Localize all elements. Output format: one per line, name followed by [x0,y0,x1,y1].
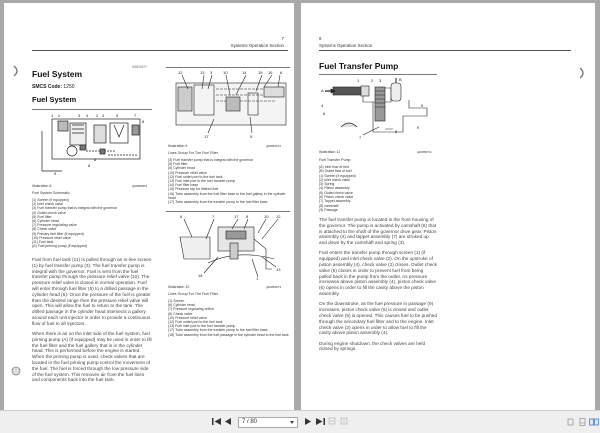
binder-hole-icon [11,65,21,77]
smcs-value: 1250 [63,84,75,90]
legend-item: (9) Primary fuel filter (if equipped) [32,231,84,236]
illustration-10-label: Illustration 10 [168,285,190,289]
svg-text:5: 5 [116,113,119,118]
legend-item: (10) Pressure relief valve [32,235,71,240]
svg-text:B: B [399,77,402,82]
illustration-10-code: g00959073 [266,285,282,289]
svg-text:7: 7 [212,214,215,219]
svg-text:A: A [321,88,324,93]
svg-text:6: 6 [323,111,326,116]
two-page-icon [589,418,599,426]
legend-item: (1) Screen [168,299,185,303]
legend-item: (B) Outlet flow of fuel [319,169,352,174]
paragraph: The fuel transfer pump is located in the front housing of the governor. The pump is activated by camshaft (8) that is attached to the shaft of the governor drive gear. Piston assembly (4) and tappet assembly (7) are stroked up and down by the camshaft and spring (3). [319,217,437,246]
svg-text:3: 3 [379,78,382,83]
legend-item: (10) Pressure relief valve [168,170,207,175]
svg-text:4: 4 [321,103,324,108]
body-text [319,217,437,357]
legend-item: (15) Pressure tap for filtered fuel [168,187,219,192]
document-page-8[interactable] [301,3,595,410]
legend-item: (8) camshaft [319,203,339,208]
fuel-filter-lines-figure [168,69,290,139]
last-page-icon [316,418,325,425]
legend-item: (8) Check valve [168,311,193,316]
legend-item: (6) Cylinder head [168,303,195,308]
svg-text:4: 4 [102,113,105,118]
illustration-8-legend [32,198,152,248]
legend-item: (5) Outlet check valve [319,190,353,195]
binder-hole-icon [11,365,21,377]
svg-text:1: 1 [357,78,360,83]
svg-text:10: 10 [264,214,269,219]
illustration-11-title: Fuel Transfer Pump [319,158,351,162]
svg-text:16: 16 [268,70,273,75]
fuel-system-schematic-figure [38,111,152,179]
svg-text:6: 6 [280,70,283,75]
viewer-toolbar [0,410,600,433]
page-number: 8 [319,36,322,41]
page-number-input[interactable] [238,417,298,428]
legend-item: (17) Tube assembly from the transfer pump to the fuel filter base [168,328,268,333]
illustration-9-label: Illustration 9 [168,144,188,148]
svg-text:9: 9 [417,125,420,130]
svg-text:13: 13 [200,70,205,75]
page-title: Fuel System [32,69,83,79]
binder-hole-icon [577,67,587,79]
illustration-8-title: Fuel System Schematic [32,191,70,195]
svg-text:6: 6 [180,214,183,219]
svg-text:14: 14 [242,70,247,75]
legend-item: (6) Piston check valve [319,195,354,200]
legend-item: (13) Fuel inlet port to the fuel transfer pump [168,324,236,329]
paragraph: On the downstroke, as the fuel pressure in passage (9) increases, piston check valve (6) is closed and outlet check valve (5) is opened. This causes fuel to be pushed through the secondary fuel filter and to the engine. Inlet check valve (2) opens in order to allow fuel to fill the cavity above piston assembly (4). [319,301,437,336]
illustration-9-code: g00959072 [266,144,282,148]
legend-item: (2) Inlet check valve [32,202,64,207]
legend-item: (12) Fuel outlet port to the fuel tank [168,320,223,325]
next-page-button[interactable] [302,418,314,427]
legend-item: (18) Tube assembly from the fuel passage in the cylinder head to the fuel tank [168,332,289,337]
svg-text:8: 8 [246,214,249,219]
svg-text:1: 1 [256,276,259,281]
illustration-9-title: Lines Group For The Fuel Filter [168,151,219,155]
svg-text:7: 7 [359,135,362,140]
legend-item: (3) Fuel transfer pump that is integral with the governor [32,206,118,211]
legend-item: (5) Fuel filter [168,162,188,167]
svg-text:5: 5 [421,103,424,108]
legend-item: (1) Screen (if equipped) [32,198,69,202]
illustration-8-code: g00958903 [132,184,148,188]
two-page-view-button[interactable] [589,417,599,427]
body-text [32,257,152,388]
illustration-11-code: g00958711 [417,150,432,154]
legend-item: (16) Tube assembly from the fuel filter base to the fuel gallery in the cylinder head [168,191,286,200]
header-rule [32,50,288,51]
illustration-10-title: Lines Group For The Fuel Filter [168,292,219,296]
svg-text:10: 10 [223,70,228,75]
single-page-icon [567,418,574,426]
go-forward-button[interactable] [338,417,350,427]
legend-item: (7) Pressure regulating orifice [168,307,214,312]
paragraph: Fuel from fuel tank (11) is pulled through an in-line screen (1) by fuel transfer pump (3). The fuel transfer pump is integral with the governor. Fuel is sent from the fuel transfer pump through the pressure relief valve (10). The pressure relief valve is closed in normal operation. Fuel will enter through fuel filter (5) to a drilled passage in the cylinder head (6). Once the pressure of the fuel is greater than the desired range then the pressure relief valve will open. This will allow the fuel to return to the tank. The drilled passage in the cylinder head intersects a gallery around each unit injector in order to provide a continuous flow of fuel to all injectors. [32,257,152,326]
legend-item: (4) Piston assembly [319,186,350,191]
legend-item: (12) Fuel outlet port to the fuel tank [168,174,223,179]
svg-text:7: 7 [134,113,137,118]
legend-item: (1) Screen (if equipped) [319,173,356,178]
previous-page-button[interactable] [222,418,234,427]
previous-page-icon [225,418,231,425]
svg-text:2: 2 [58,113,61,118]
svg-text:8: 8 [88,163,91,168]
divider [166,211,290,212]
illustration-8-label: Illustration 8 [32,184,52,188]
legend-item: (A) Fuel priming pump (if equipped) [32,244,88,249]
legend-item: (2) Inlet check valve [319,177,351,182]
paragraph: Fuel enters the transfer pump through screen (1) (if equipped) and inlet check valve (2). On the upstroke of piston assembly (4), check valve (2) closes. Outlet check valve (5) closes in order to prevent fuel from being pulled back in the pump from the outlet. As pressure increases above piston assembly (4), piston check valve (6) opens in order to fill the cavity above the piston assembly. [319,250,438,297]
legend-item: (10) Pressure relief valve [168,315,207,320]
paragraph: During engine shutdown, the check valves are held closed by springs. [319,340,426,352]
continuous-view-button[interactable] [577,417,587,427]
header-rule [319,50,571,51]
page-title: Fuel Transfer Pump [319,61,399,71]
go-back-icon [328,417,336,425]
page-number-value: 7 / 80 [242,419,258,425]
svg-text:3: 3 [210,70,213,75]
legend-item: (8) Check valve [32,227,57,232]
legend-item: (11) Fuel tank [32,240,54,245]
legend-item: (6) Cylinder head [168,166,195,171]
section-subtitle: Fuel System [32,95,77,104]
legend-item: (13) Fuel inlet port to the fuel transfer pump [168,179,236,184]
svg-text:9: 9 [54,171,57,176]
svg-text:6: 6 [94,157,97,162]
svg-text:3: 3 [78,113,81,118]
divider [32,109,152,110]
go-forward-icon [340,417,348,425]
chevron-down-icon[interactable] [290,421,294,424]
legend-item: (17) Tube assembly from the transfer pump to the fuel filter base [168,200,268,205]
go-back-button[interactable] [326,417,338,427]
smcs-code [32,84,75,90]
first-page-icon [212,418,221,425]
svg-text:17: 17 [204,134,209,139]
fuel-transfer-pump-figure [321,77,437,141]
legend-item: (14) Fuel filter base [168,183,199,188]
svg-text:12: 12 [276,214,281,219]
svg-text:1: 1 [51,113,54,118]
svg-text:15: 15 [258,70,263,75]
legend-item: (3) Spring [319,182,335,187]
svg-text:2: 2 [371,78,374,83]
illustration-10-legend [168,299,290,337]
svg-text:8: 8 [142,119,145,124]
legend-item: (7) Tappet assembly [319,199,351,204]
page-navigation [210,415,350,429]
document-page-7[interactable] [4,3,294,410]
svg-text:5: 5 [250,134,253,139]
illustration-11-label: Illustration 11 [319,150,341,154]
next-page-icon [305,418,311,425]
divider [319,74,437,75]
reference-code: i01824577 [132,65,147,69]
paragraph: When there is air on the inlet side of the fuel system, fuel priming pump (A) (if equipped) may be used in order to fill the fuel filter and the fuel gallery that is in the cylinder head. This is performed before the engine is started. When the priming pump is used, check valves that are located in the fuel priming pump control the movement of the fuel. The fuel is forced through the low pressure side of the fuel system. This removes air from the fuel lines and components back into the fuel tank. [32,331,152,383]
legend-item: (7) Pressure regulating valve [32,223,77,228]
svg-text:12: 12 [178,70,183,75]
legend-item: (3) Fuel transfer pump that is integral with the governor [168,158,254,162]
last-page-button[interactable] [314,418,326,427]
svg-text:13: 13 [276,267,281,272]
smcs-label: SMCS Code: [32,84,62,90]
section-header: Systems Operation Section [230,43,284,48]
svg-text:17: 17 [234,214,239,219]
legend-item: (4) Outlet check valve [32,210,66,215]
svg-text:2: 2 [96,113,99,118]
svg-text:18: 18 [198,273,203,278]
svg-text:4: 4 [86,113,89,118]
single-page-view-button[interactable] [565,417,575,427]
section-header: Systems Operation Section [319,43,373,48]
illustration-11-legend [319,165,437,212]
legend-item: (A) Inlet flow of fuel [319,165,349,169]
continuous-page-icon [579,418,586,426]
fuel-filter-lines-figure-2 [168,213,290,281]
svg-text:8: 8 [395,129,398,134]
first-page-button[interactable] [210,418,222,427]
legend-item: (9) Passage [319,207,338,212]
divider [166,67,290,68]
page-number: 7 [281,36,284,41]
illustration-9-legend [168,158,290,204]
legend-item: (5) Fuel filter [32,214,52,219]
view-mode-controls [565,415,599,429]
legend-item: (6) Cylinder head [32,219,59,224]
